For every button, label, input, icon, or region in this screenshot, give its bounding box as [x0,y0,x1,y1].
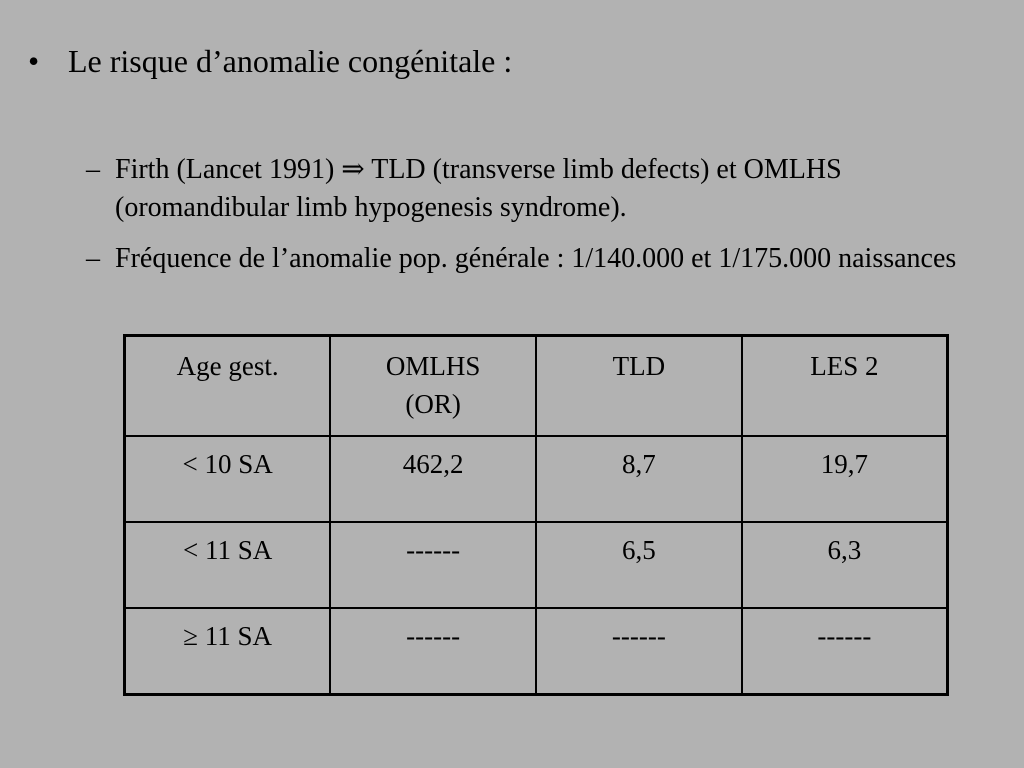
table-row [125,608,948,695]
table-row [125,522,948,608]
sub-item-frequence [86,240,1006,278]
header-line: LES 2 [810,351,879,381]
table-cell [125,608,331,695]
header-cell-omlhs [330,336,536,437]
header-cell-tld [536,336,742,437]
table-cell [742,608,948,695]
cell-value: ≥ 11 SA [183,621,273,651]
table-cell [330,436,536,522]
cell-value: < 10 SA [182,449,273,479]
table-cell [742,522,948,608]
cell-value: 6,3 [827,535,862,565]
table-cell [125,436,331,522]
table-header-row [125,336,948,437]
cell-value: ------ [406,621,461,651]
table-cell [330,608,536,695]
sub-item-firth [86,151,1006,227]
table-cell [536,608,742,695]
table-cell [330,522,536,608]
header-cell-age [125,336,331,437]
main-bullet [28,40,512,82]
header-line-2: (OR) [405,389,461,419]
cell-value: 462,2 [402,449,464,479]
table-cell [125,522,331,608]
cell-value: 8,7 [622,449,656,479]
cell-value: ------ [406,535,461,565]
cell-value: ------ [817,621,872,651]
bullet-text: Le risque d’anomalie congénitale : [68,43,513,79]
cell-value: ------ [611,621,666,651]
header-line: Age gest. [176,351,279,381]
table-row [125,436,948,522]
cell-value: 19,7 [820,449,868,479]
cell-value: 6,5 [622,535,656,565]
header-line: OMLHS [385,351,481,381]
table-cell [536,522,742,608]
cell-value: < 11 SA [183,535,273,565]
risk-table [123,334,949,696]
sub-item-dash: – [86,243,100,274]
bullet-marker: • [28,43,40,79]
table-cell [742,436,948,522]
sub-item-dash: – [86,154,100,185]
sub-item-text: Firth (Lancet 1991) ⇒ TLD (transverse limb defects) et OMLHS (oromandibular limb hypogenesis syndrome). [115,154,842,223]
header-cell-les2 [742,336,948,437]
header-line: TLD [612,351,666,381]
table-cell [536,436,742,522]
sub-item-text: Fréquence de l’anomalie pop. générale : 1/140.000 et 1/175.000 naissances [115,243,957,274]
